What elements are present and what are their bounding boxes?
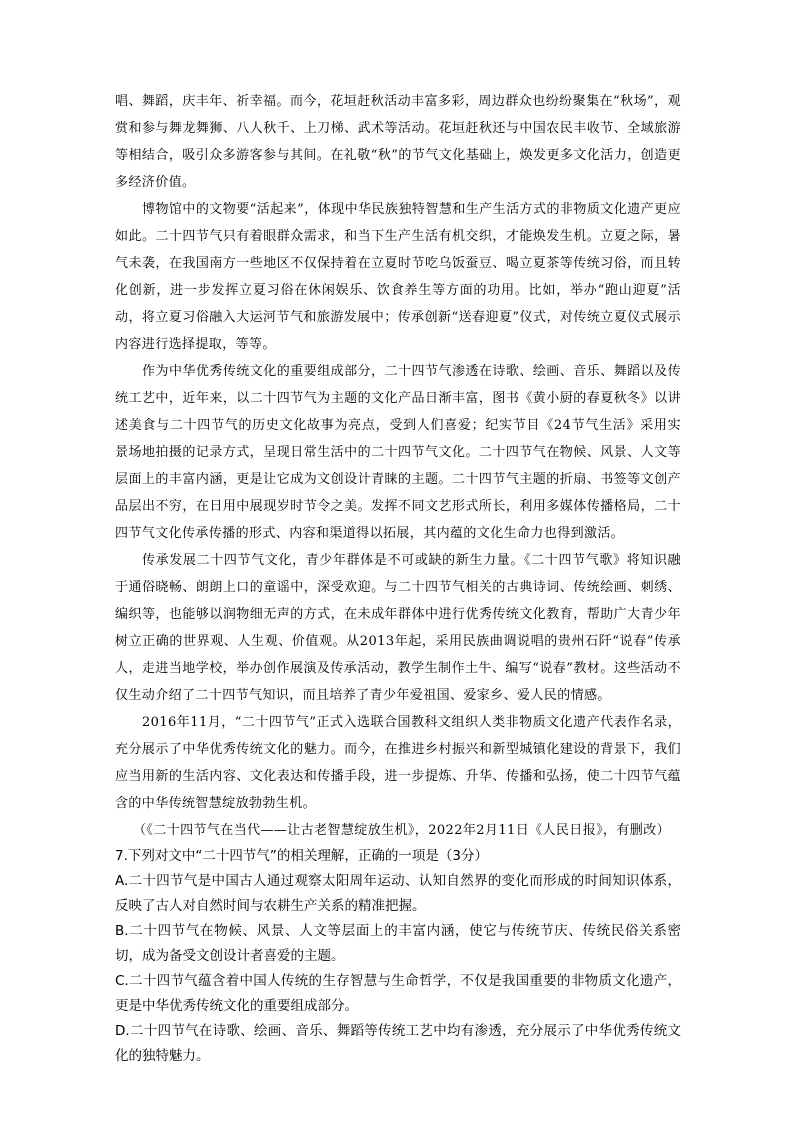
document-page [115,88,681,1069]
passage-paragraph-2: 博物馆中的文物要“活起来”，体现中华民族独特智慧和生产生活方式的非物质文化遗产更应如此。二十四节气只有着眼群众需求，和当下生产生活有机交织，才能焕发生机。立夏之际，暑气未袭，在我国南方一些地区不仅保持着在立夏时节吃乌饭蚕豆、喝立夏茶等传统习俗，而且转化创新，进一步发挥立夏习俗在休闲娱乐、饮食养生等方面的功用。比如，举办“跑山迎夏”活动，将立夏习俗融入大运河节气和旅游发展中；传承创新“送春迎夏”仪式，对传统立夏仪式展示内容进行选择提取，等等。 [115,202,681,352]
passage-paragraph-3: 作为中华优秀传统文化的重要组成部分，二十四节气渗透在诗歌、绘画、音乐、舞蹈以及传统工艺中，近年来，以二十四节气为主题的文化产品日渐丰富，图书《黄小厨的春夏秋冬》以讲述美食与二十四节气的历史文化故事为亮点，受到人们喜爱；纪实节目《24节气生活》采用实景场地拍摄的记录方式，呈现日常生活中的二十四节气文化。二十四节气在物候、风景、人文等层面上的丰富内涵，更是让它成为文创设计青睐的主题。二十四节气主题的折扇、书签等文创产品层出不穷，在日用中展现岁时节令之美。发挥不同文艺形式所长，利用多媒体传播格局，二十四节气文化传承传播的形式、内容和渠道得以拓展，其内蕴的文化生命力也得到激活。 [115,364,681,541]
option-b[interactable]: B.二十四节气在物候、风景、人文等层面上的丰富内涵，使它与传统节庆、传统民俗关系密切，成为备受文创设计者喜爱的主题。 [115,923,681,964]
passage-paragraph-4: 传承发展二十四节气文化，青少年群体是不可或缺的新生力量。《二十四节气歌》将知识融于通俗晓畅、朗朗上口的童谣中，深受欢迎。与二十四节气相关的古典诗词、传统绘画、刺绣、编织等，也能够以润物细无声的方式，在未成年群体中进行优秀传统文化教育，帮助广大青少年树立正确的世界观、人生观、价值观。从2013年起，采用民族曲调说唱的贵州石阡“说春”传承人，走进当地学校，举办创作展演及传承活动，教学生制作土牛、编写“说春”教材。这些活动不仅生动介绍了二十四节气知识，而且培养了青少年爱祖国、爱家乡、爱人民的情感。 [115,553,681,703]
question-stem: 7.下列对文中“二十四节气”的相关理解，正确的一项是（3分） [115,848,488,864]
question-7 [115,844,681,1069]
option-a[interactable]: A.二十四节气是中国古人通过观察太阳周年运动、认知自然界的变化而形成的时间知识体系，反映了古人对自然时间与农耕生产关系的精准把握。 [115,873,681,914]
passage-paragraph-1: 唱、舞蹈，庆丰年、祈幸福。而今，花垣赶秋活动丰富多彩，周边群众也纷纷聚集在“秋场”，观赏和参与舞龙舞狮、八人秋千、上刀梯、武术等活动。花垣赶秋还与中国农民丰收节、全域旅游等相结合，吸引众多游客参与其间。在礼敬“秋”的节气文化基础上，焕发更多文化活力，创造更多经济价值。 [115,94,681,190]
option-c[interactable]: C.二十四节气蕴含着中国人传统的生存智慧与生命哲学，不仅是我国重要的非物质文化遗产，更是中华优秀传统文化的重要组成部分。 [115,973,681,1014]
option-d[interactable]: D.二十四节气在诗歌、绘画、音乐、舞蹈等传统工艺中均有渗透，充分展示了中华优秀传统文化的独特魅力。 [115,1023,681,1064]
passage-source: （《二十四节气在当代——让古老智慧绽放生机》，2022年2月11日《人民日报》，有删改） [133,823,670,838]
reading-passage [115,88,681,844]
passage-paragraph-5: 2016年11月，“二十四节气”正式入选联合国教科文组织人类非物质文化遗产代表作名录，充分展示了中华优秀传统文化的魅力。而今，在推进乡村振兴和新型城镇化建设的背景下，我们应当用新的生活内容、文化表达和传播手段，进一步提炼、升华、传播和弘扬，使二十四节气蕴含的中华传统智慧绽放勃勃生机。 [115,715,681,811]
